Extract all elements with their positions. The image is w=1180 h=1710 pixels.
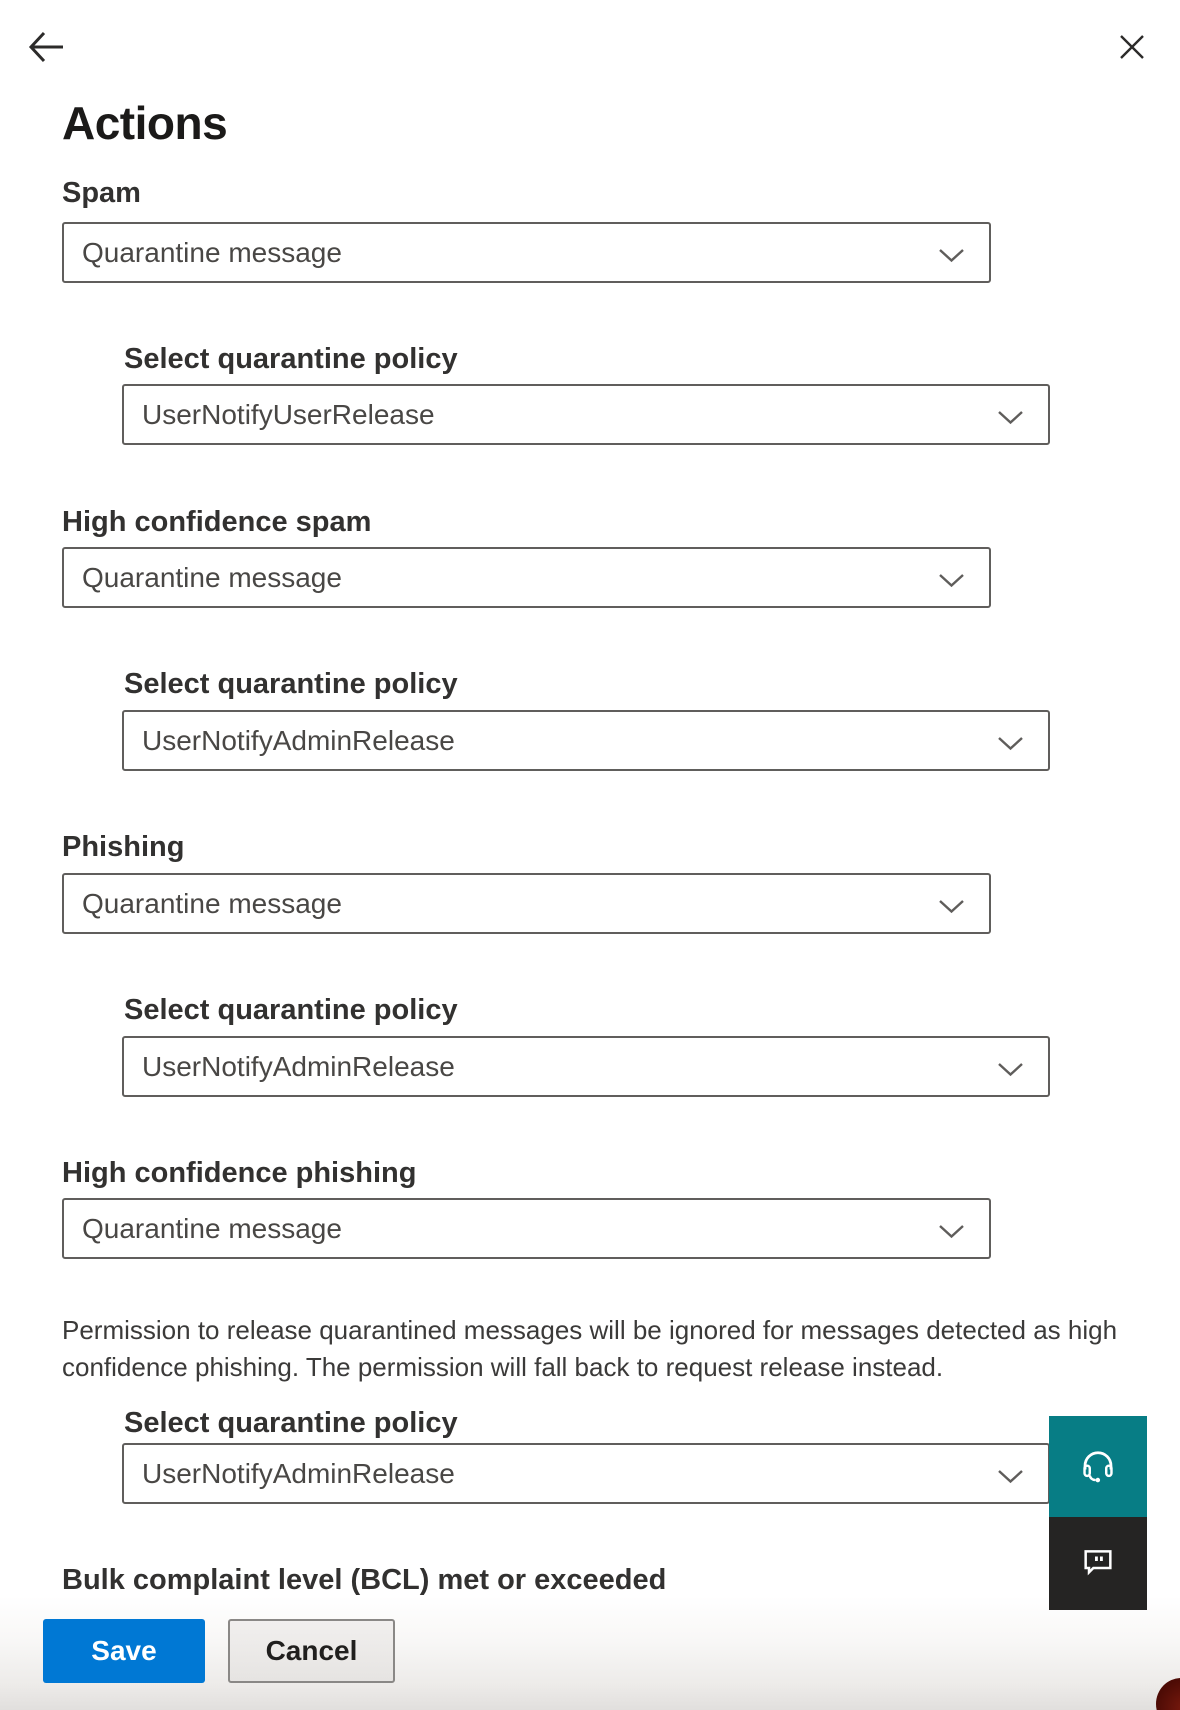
hc-phishing-permission-note: Permission to release quarantined messages will be ignored for messages detected as high confidence phishing. The permission will fall back to request release instead. — [62, 1315, 1118, 1382]
chevron-down-icon — [997, 410, 1024, 430]
close-icon — [1117, 32, 1147, 65]
spam-quarantine-policy-select[interactable] — [122, 384, 1050, 445]
high-confidence-spam-action-value: Quarantine message — [82, 561, 342, 593]
cancel-button[interactable]: Cancel — [228, 1619, 395, 1683]
hc-phishing-quarantine-policy-label: Select quarantine policy — [124, 1407, 458, 1439]
help-button[interactable] — [1049, 1416, 1147, 1517]
spam-action-select[interactable] — [62, 222, 991, 283]
spam-label: Spam — [62, 177, 141, 209]
chevron-down-icon — [997, 1062, 1024, 1082]
hc-phishing-quarantine-policy-value: UserNotifyAdminRelease — [142, 1457, 455, 1489]
feedback-speech-bubble-icon — [1078, 1542, 1118, 1585]
headset-icon — [1077, 1444, 1119, 1489]
high-confidence-phishing-action-value: Quarantine message — [82, 1212, 342, 1244]
back-arrow-icon — [27, 29, 65, 68]
high-confidence-spam-label: High confidence spam — [62, 506, 372, 538]
hc-spam-quarantine-policy-value: UserNotifyAdminRelease — [142, 724, 455, 756]
page-title: Actions — [62, 97, 228, 149]
close-button[interactable] — [1108, 24, 1156, 72]
high-confidence-phishing-action-select[interactable] — [62, 1198, 991, 1259]
hc-spam-quarantine-policy-select[interactable] — [122, 710, 1050, 771]
high-confidence-phishing-label: High confidence phishing — [62, 1157, 417, 1189]
save-button[interactable]: Save — [43, 1619, 205, 1683]
chevron-down-icon — [938, 248, 965, 268]
chevron-down-icon — [938, 1224, 965, 1244]
high-confidence-spam-action-select[interactable] — [62, 547, 991, 608]
chevron-down-icon — [997, 1469, 1024, 1489]
chevron-down-icon — [938, 573, 965, 593]
spam-action-value: Quarantine message — [82, 236, 342, 268]
phishing-quarantine-policy-select[interactable] — [122, 1036, 1050, 1097]
chevron-down-icon — [997, 736, 1024, 756]
chevron-down-icon — [938, 899, 965, 919]
spam-quarantine-policy-label: Select quarantine policy — [124, 343, 458, 375]
phishing-label: Phishing — [62, 831, 185, 863]
back-button[interactable] — [22, 24, 70, 72]
phishing-quarantine-policy-label: Select quarantine policy — [124, 994, 458, 1026]
phishing-quarantine-policy-value: UserNotifyAdminRelease — [142, 1050, 455, 1082]
hc-spam-quarantine-policy-label: Select quarantine policy — [124, 668, 458, 700]
feedback-button[interactable] — [1049, 1517, 1147, 1610]
phishing-action-value: Quarantine message — [82, 887, 342, 919]
bulk-complaint-level-label: Bulk complaint level (BCL) met or exceeded — [62, 1564, 667, 1596]
spam-quarantine-policy-value: UserNotifyUserRelease — [142, 398, 435, 430]
hc-phishing-quarantine-policy-select[interactable] — [122, 1443, 1050, 1504]
phishing-action-select[interactable] — [62, 873, 991, 934]
